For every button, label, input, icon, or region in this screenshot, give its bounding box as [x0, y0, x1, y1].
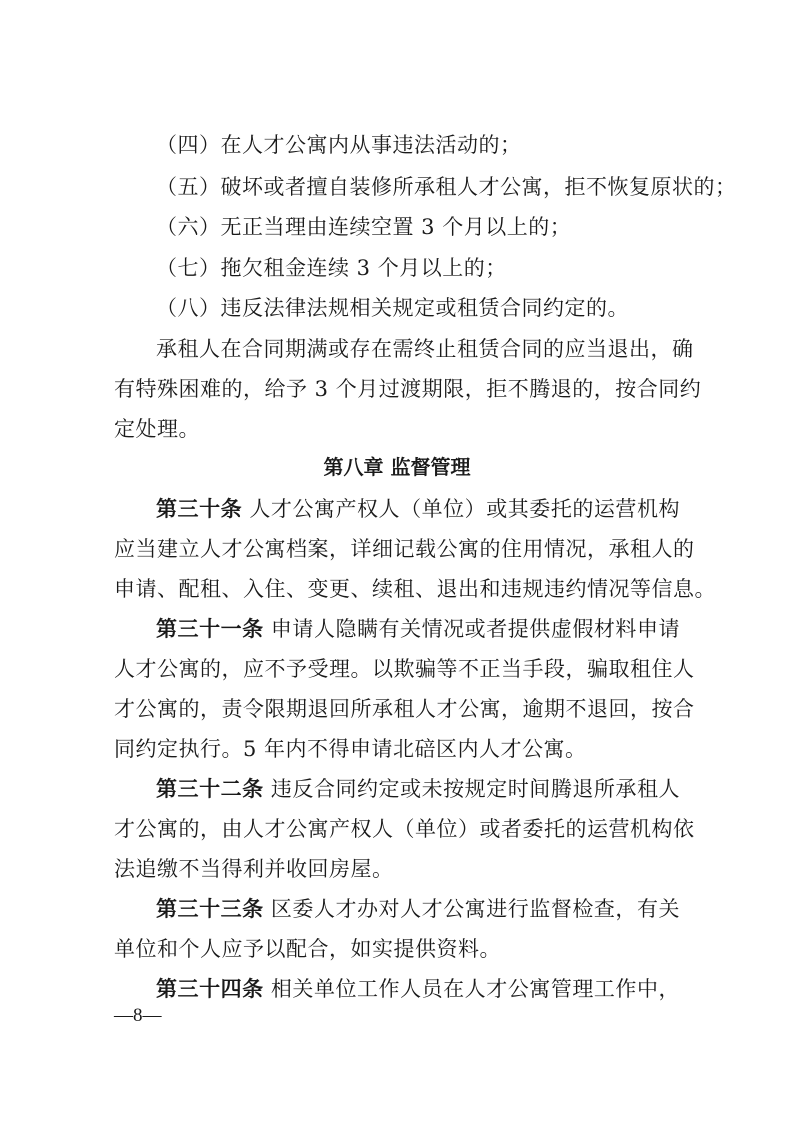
article-text: 申请人隐瞒有关情况或者提供虚假材料申请: [263, 617, 680, 641]
paragraph-line: [156, 774, 680, 804]
paragraph-line: [156, 614, 680, 644]
list-item-6: （六）无正当理由连续空置 3 个月以上的；: [156, 215, 572, 239]
paragraph-line: 法追缴不当得利并收回房屋。: [114, 857, 394, 881]
article-text: 相关单位工作人员在人才公寓管理工作中，: [263, 977, 680, 1001]
article-title: 第三十二条: [156, 777, 264, 801]
article-text: 人才公寓产权人（单位）或其委托的运营机构: [242, 497, 680, 521]
paragraph-line: 同约定执行。5 年内不得申请北碚区内人才公寓。: [114, 737, 587, 761]
list-item-4: （四）在人才公寓内从事违法活动的；: [156, 133, 522, 157]
article-text: 违反合同约定或未按规定时间腾退所承租人: [263, 777, 680, 801]
chapter-heading: 第八章 监督管理: [323, 455, 471, 479]
paragraph-line: 才公寓的，由人才公寓产权人（单位）或者委托的运营机构依: [114, 817, 695, 841]
paragraph-line: 单位和个人应予以配合，如实提供资料。: [114, 937, 501, 961]
paragraph-line: 应当建立人才公寓档案，详细记载公寓的住用情况，承租人的: [114, 537, 695, 561]
page-number: —8—: [114, 1005, 162, 1026]
paragraph-line: 定处理。: [114, 417, 200, 441]
paragraph-line: 承租人在合同期满或存在需终止租赁合同的应当退出，确: [156, 337, 694, 361]
article-title: 第三十一条: [156, 617, 264, 641]
list-item-8: （八）违反法律法规相关规定或租赁合同约定的。: [156, 296, 629, 320]
paragraph-line: 有特殊困难的，给予 3 个月过渡期限，拒不腾退的，按合同约: [114, 377, 702, 401]
paragraph-line: [156, 494, 680, 524]
list-item-5: （五）破坏或者擅自装修所承租人才公寓，拒不恢复原状的；: [156, 175, 737, 199]
article-title: 第三十条: [156, 497, 243, 521]
article-title: 第三十三条: [156, 897, 264, 921]
article-title: 第三十四条: [156, 977, 264, 1001]
paragraph-line: 申请、配租、入住、变更、续租、退出和违规违约情况等信息。: [114, 577, 716, 601]
list-item-7: （七）拖欠租金连续 3 个月以上的；: [156, 256, 507, 280]
paragraph-line: [156, 974, 680, 1004]
paragraph-line: [156, 894, 680, 924]
paragraph-line: 才公寓的，责令限期退回所承租人才公寓，逾期不退回，按合: [114, 697, 695, 721]
paragraph-line: 人才公寓的，应不予受理。以欺骗等不正当手段，骗取租住人: [114, 657, 695, 681]
article-text: 区委人才办对人才公寓进行监督检查，有关: [263, 897, 680, 921]
